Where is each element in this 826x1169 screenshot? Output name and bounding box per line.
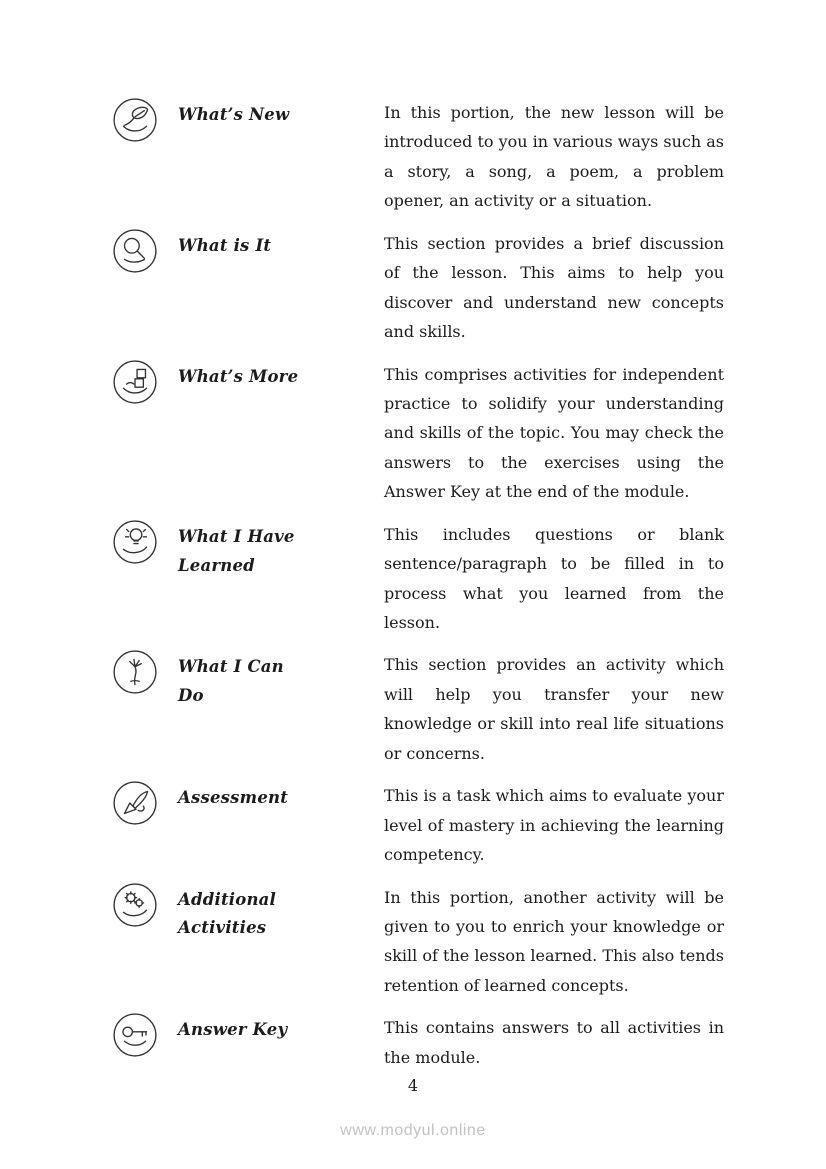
icon-cell bbox=[112, 777, 178, 826]
module-guide-row bbox=[112, 646, 724, 768]
label-cell bbox=[178, 1009, 384, 1045]
magnifying-glass-icon bbox=[112, 228, 158, 274]
section-description: In this portion, the new lesson will be introduced to you in various ways such as a story, a song, a poem, a problem opener, an activity or a situation. bbox=[384, 103, 724, 211]
section-description: This contains answers to all activities in the module. bbox=[384, 1018, 724, 1067]
icon-cell bbox=[112, 356, 178, 405]
module-guide-row bbox=[112, 777, 724, 869]
module-guide-row bbox=[112, 879, 724, 1001]
section-description: In this portion, another activity will be given to you to enrich your knowledge or skill of the lesson learned. This also tends retention of learned concepts. bbox=[384, 887, 724, 995]
module-guide-row bbox=[112, 94, 724, 216]
watermark: www.modyul.online bbox=[340, 1122, 486, 1139]
section-description: This section provides an activity which will help you transfer your new knowledge or skill into real life situations or concerns. bbox=[384, 655, 724, 763]
label-cell bbox=[178, 94, 384, 130]
section-label: What I Have Learned bbox=[178, 526, 295, 575]
label-cell bbox=[178, 646, 384, 711]
icon-cell bbox=[112, 879, 178, 928]
module-guide-row bbox=[112, 356, 724, 507]
section-description: This includes questions or blank sentence/paragraph to be filled in to process what you learned from the lesson. bbox=[384, 524, 724, 632]
module-guide-row bbox=[112, 516, 724, 638]
module-guide-table bbox=[112, 94, 724, 1081]
section-label: Assessment bbox=[178, 788, 289, 808]
quill-pen-icon bbox=[112, 780, 158, 826]
label-cell bbox=[178, 516, 384, 581]
label-cell bbox=[178, 879, 384, 944]
icon-cell bbox=[112, 1009, 178, 1058]
section-label: What I Can Do bbox=[178, 657, 284, 706]
section-label: Additional Activities bbox=[178, 889, 276, 938]
label-cell bbox=[178, 777, 384, 813]
section-label: What’s More bbox=[178, 366, 299, 386]
hand-with-leaf-icon bbox=[112, 97, 158, 143]
reaching-hand-icon bbox=[112, 649, 158, 695]
label-cell bbox=[178, 356, 384, 392]
icon-cell bbox=[112, 516, 178, 565]
page-number: 4 bbox=[407, 1076, 419, 1095]
label-cell bbox=[178, 225, 384, 261]
section-description: This is a task which aims to evaluate your level of mastery in achieving the learning competency. bbox=[384, 786, 724, 865]
section-description: This comprises activities for independent practice to solidify your understanding and skills of the topic. You may check the answers to the exercises using the Answer Key at the end of the module. bbox=[384, 364, 724, 502]
section-label: What is It bbox=[178, 235, 272, 255]
icon-cell bbox=[112, 225, 178, 274]
icon-cell bbox=[112, 94, 178, 143]
section-description: This section provides a brief discussion of the lesson. This aims to help you discover and understand new concepts and skills. bbox=[384, 233, 724, 342]
module-guide-row bbox=[112, 225, 724, 347]
section-label: What’s New bbox=[178, 105, 290, 124]
lightbulb-hand-icon bbox=[112, 519, 158, 565]
key-icon bbox=[112, 1012, 158, 1058]
gears-hand-icon bbox=[112, 882, 158, 928]
hand-with-blocks-icon bbox=[112, 359, 158, 405]
section-label: Answer Key bbox=[178, 1020, 288, 1040]
module-guide-row bbox=[112, 1009, 724, 1072]
icon-cell bbox=[112, 646, 178, 695]
